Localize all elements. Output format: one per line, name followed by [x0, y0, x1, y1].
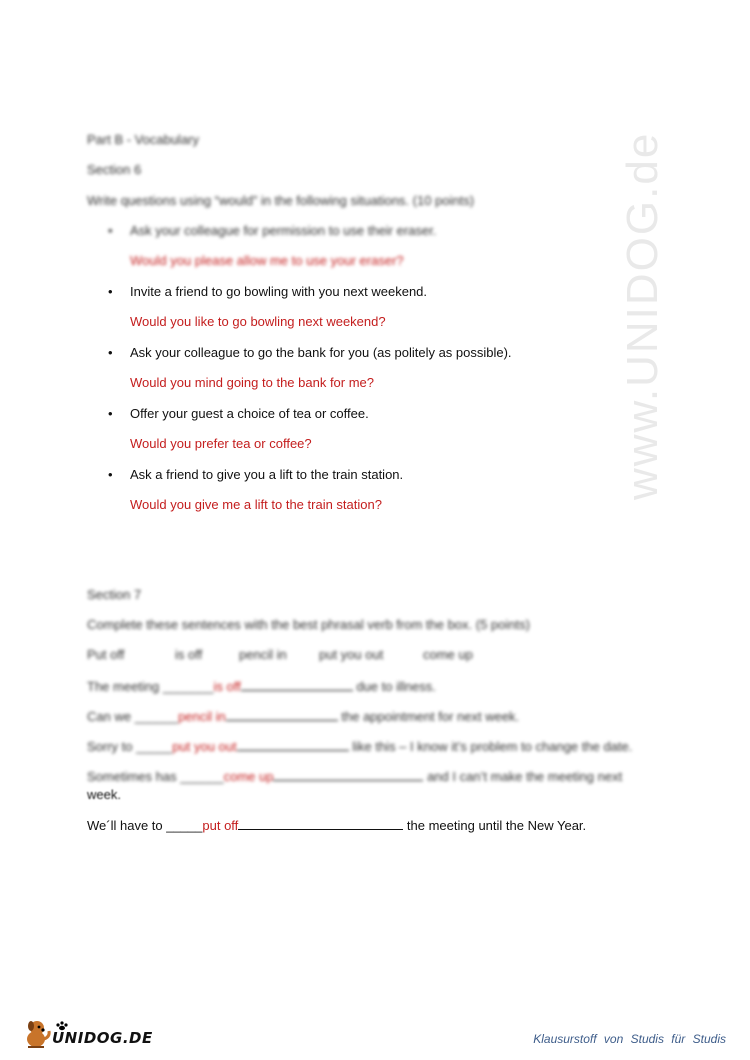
question-answer: Would you like to go bowling next weekend? — [130, 314, 386, 329]
sentence-answer: put off — [202, 818, 239, 833]
bullet: • — [108, 467, 113, 482]
answer-blank — [226, 708, 338, 721]
sentence-end: and I can’t make the meeting next — [423, 769, 623, 784]
sentence-answer: is off — [213, 679, 241, 694]
fill-sentence — [87, 768, 622, 784]
question-prompt: Ask your colleague for permission to use their eraser. — [130, 223, 437, 238]
sentence-start: Sometimes has ______ — [87, 769, 224, 784]
question-prompt: Offer your guest a choice of tea or coffee. — [130, 406, 369, 421]
section7-instruction: Complete these sentences with the best phrasal verb from the box. (5 points) — [87, 617, 530, 632]
part-title: Part B - Vocabulary — [87, 132, 199, 147]
fill-sentence — [87, 678, 436, 694]
question-answer: Would you please allow me to use your eraser? — [130, 253, 404, 268]
phrasal-verb-box — [87, 647, 567, 663]
answer-blank — [241, 678, 353, 691]
sentence-start: The meeting _______ — [87, 679, 214, 694]
section6-instruction: Write questions using “would” in the following situations. (10 points) — [87, 193, 475, 208]
box-word: Put off — [87, 647, 125, 662]
box-word: is off — [175, 647, 203, 662]
box-word: pencil in — [239, 647, 287, 662]
sentence-answer: pencil in — [178, 709, 226, 724]
question-answer: Would you give me a lift to the train station? — [130, 497, 382, 512]
sentence-start: Can we ______ — [87, 709, 179, 724]
sentence-start: We´ll have to _____ — [87, 818, 203, 833]
fill-sentence — [87, 738, 632, 754]
question-answer: Would you mind going to the bank for me? — [130, 375, 375, 390]
sentence-start: Sorry to _____ — [87, 739, 173, 754]
sentence-answer: put you out — [172, 739, 237, 754]
bullet: • — [108, 345, 113, 360]
fill-sentence — [87, 817, 586, 833]
watermark: www.UNIDOG.de — [618, 131, 667, 500]
box-word: put you out — [319, 647, 384, 662]
question-prompt: Invite a friend to go bowling with you next weekend. — [130, 284, 428, 299]
sentence-end: due to illness. — [352, 679, 436, 694]
answer-blank — [237, 738, 349, 751]
section6-title: Section 6 — [87, 162, 142, 177]
unidog-logo — [22, 1017, 152, 1051]
logo-text: UNIDOG.DE — [52, 1029, 153, 1047]
sentence-end: the appointment for next week. — [337, 709, 520, 724]
sentence-end: the meeting until the New Year. — [403, 818, 587, 833]
footer-tagline: Klausurstoff von Studis für Studis — [533, 1032, 726, 1046]
bullet: • — [108, 284, 113, 299]
sentence-wrap: week. — [87, 787, 121, 802]
bullet: • — [108, 223, 113, 238]
sentence-answer: come up — [223, 769, 274, 784]
fill-sentence — [87, 708, 519, 724]
bullet: • — [108, 406, 113, 421]
section7-title: Section 7 — [87, 587, 142, 602]
sentence-end: like this – I know it’s problem to change the date. — [348, 739, 633, 754]
box-word: come up — [423, 647, 473, 662]
answer-blank — [273, 768, 423, 781]
question-prompt: Ask a friend to give you a lift to the train station. — [130, 467, 404, 482]
answer-blank — [238, 817, 403, 830]
question-answer: Would you prefer tea or coffee? — [130, 436, 312, 451]
question-prompt: Ask your colleague to go the bank for you (as politely as possible). — [130, 345, 512, 360]
